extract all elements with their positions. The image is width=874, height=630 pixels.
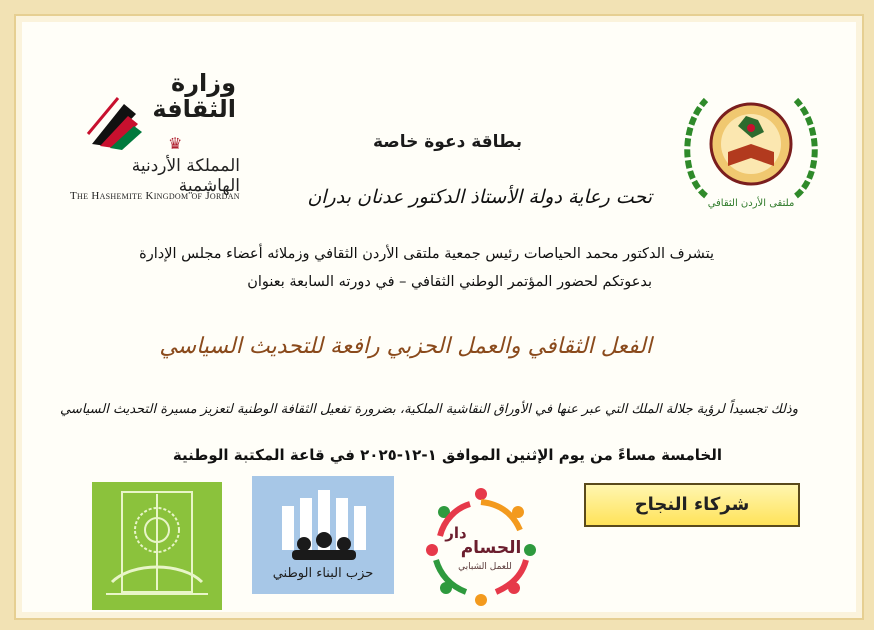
ministry-of-culture-logo <box>64 64 244 214</box>
patronage-line: تحت رعاية دولة الأستاذ الدكتور عدنان بدران <box>307 186 652 208</box>
conference-title: الفعل الثقافي والعمل الحزبي رافعة للتحديث السياسي <box>159 334 652 359</box>
vision-paragraph: وذلك تجسيداً لرؤية جلالة الملك التي عبر عنها في الأوراق النقاشية الملكية، بضرورة تفعيل الثقافة الوطنية لتعزيز مسيرة التحديث السياسي <box>60 402 798 417</box>
invitation-heading: بطاقة دعوة خاصة <box>372 132 522 152</box>
dar-text-line3: للعمل الشبابي <box>458 562 512 572</box>
dar-al-hussam-logo <box>422 486 540 606</box>
laurel-wreath-icon <box>676 86 826 216</box>
dar-text-line2: الحسام <box>460 538 522 558</box>
kingdom-name-arabic: المملكة الأردنية الهاشمية <box>131 156 240 196</box>
crown-icon: ♛ <box>168 134 183 153</box>
national-building-party-logo <box>252 476 394 594</box>
invitation-paragraph: بدعوتكم لحضور المؤتمر الوطني الثقافي – في دورته السابعة بعنوان <box>247 274 652 290</box>
dar-text-line1: دار <box>445 524 467 542</box>
kingdom-name-english: The Hashemite Kingdom of Jordan <box>70 190 240 202</box>
national-library-logo <box>92 482 222 610</box>
party-buildings-icon <box>252 476 394 566</box>
ministry-title: وزارة الثقافة <box>152 69 236 123</box>
library-emblem-icon <box>92 482 222 610</box>
invitation-card <box>14 14 864 620</box>
host-paragraph: يتشرف الدكتور محمد الحياصات رئيس جمعية ملتقى الأردن الثقافي وزملائه أعضاء مجلس الإدارة <box>139 246 714 262</box>
jordan-cultural-forum-logo <box>676 86 826 216</box>
forum-label: ملتقى الأردن الثقافي <box>707 198 795 209</box>
event-datetime: الخامسة مساءً من يوم الإثنين الموافق ١-١٢-٢٠٢٥ في قاعة المكتبة الوطنية <box>172 446 722 464</box>
partners-badge: شركاء النجاح <box>584 483 800 527</box>
party-label: حزب البناء الوطني <box>272 566 374 581</box>
